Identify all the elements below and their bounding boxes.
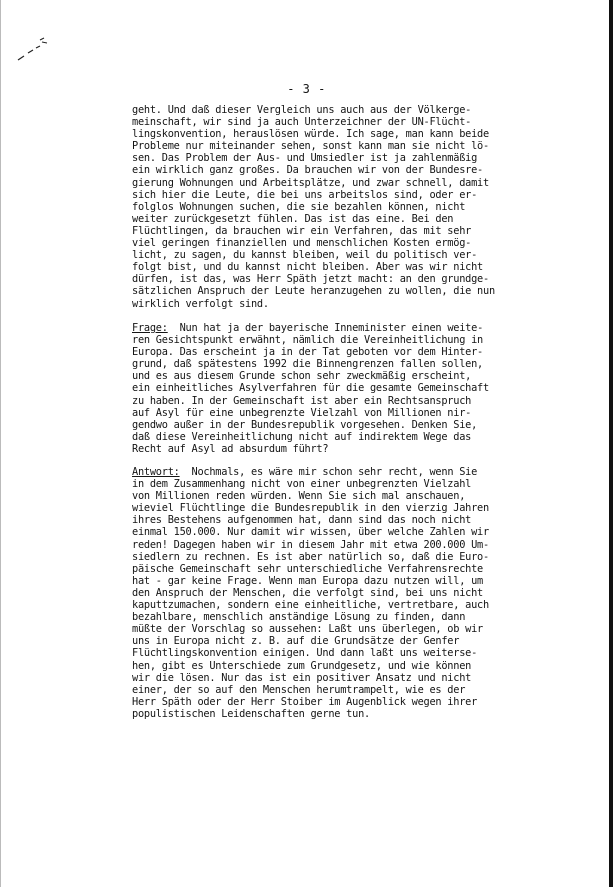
text-line: einmal 150.000. Nur damit wir wissen, über welche Zahlen wir xyxy=(132,526,489,539)
line-text: Nun hat ja der bayerische Inneminister einen weite- xyxy=(167,322,484,334)
text-line: lingskonvention, herauslösen würde. Ich sage, man kann beide xyxy=(132,128,489,141)
text-line: in dem Zusammenhang nicht von einer unbegrenzten Vielzahl xyxy=(132,478,472,491)
text-line: folgt bist, und du kannst nicht bleiben. Aber was wir nicht xyxy=(132,261,484,274)
text-line: populistischen Leidenschaften gerne tun. xyxy=(132,707,370,720)
text-line xyxy=(132,466,572,478)
text-line: ein einheitliches Asylverfahren für die gesamte Gemeinschaft xyxy=(132,382,489,395)
text-line: geht. Und daß dieser Vergleich uns auch aus der Völkerge- xyxy=(132,104,472,116)
text-line: kaputtzumachen, sondern eine einheitliche, vertretbare, auch xyxy=(132,599,489,612)
text-line: wirklich verfolgt sind. xyxy=(132,297,269,310)
speaker-label: Frage: xyxy=(132,322,168,334)
text-line: meinschaft, wir sind ja auch Unterzeichner der UN-Flücht- xyxy=(132,116,472,129)
text-line: sich hier die Leute, die bei uns arbeitslos sind, oder er- xyxy=(132,188,478,201)
text-line: sätzlichen Anspruch der Leute heranzugehen zu wollen, die nun xyxy=(132,285,495,298)
line-text: Nochmals, es wäre mir schon sehr recht, wenn Sie xyxy=(179,466,478,478)
text-line: müßte der Vorschlag so aussehen: Laßt uns überlegen, ob wir xyxy=(132,623,484,636)
text-line: grund, daß spätestens 1992 die Binnengrenzen fallen sollen, xyxy=(132,358,484,371)
text-line: und es aus diesem Grunde schon sehr zweckmäßig erscheint, xyxy=(132,370,472,383)
text-line: zu haben. In der Gemeinschaft ist aber ein Rechtsanspruch xyxy=(132,394,472,407)
text-line: Europa. Das erscheint ja in der Tat geboten vor dem Hinter- xyxy=(132,346,484,359)
text-line: weiter zurückgesetzt fühlen. Das ist das eine. Bei den xyxy=(132,212,454,225)
text-line: Probleme nur miteinander sehen, sonst kann man sie nicht lö- xyxy=(132,140,489,153)
text-line: gendwo außer in der Bundesrepublik vorgesehen. Denken Sie, xyxy=(132,418,478,431)
paragraph-answer xyxy=(132,466,572,720)
pen-mark-icon xyxy=(14,34,50,64)
text-line: einer, der so auf den Menschen herumtrampelt, wie es der xyxy=(132,683,466,696)
page-edge-left xyxy=(0,0,1,887)
text-line: Herr Späth oder der Herr Stoiber im Augenblick wegen ihrer xyxy=(132,695,478,708)
text-line: Recht auf Asyl ad absurdum führt? xyxy=(132,442,329,455)
text-line: licht, zu sagen, du kannst bleiben, weil du politisch ver- xyxy=(132,249,478,262)
text-line: gierung Wohnungen und Arbeitsplätze, und zwar schnell, damit xyxy=(132,176,489,189)
text-line xyxy=(132,322,572,334)
page-number: - 3 - xyxy=(287,82,326,96)
text-line: Flüchtlingen, da brauchen wir ein Verfahren, das mit sehr xyxy=(132,224,472,237)
paragraph-question xyxy=(132,322,572,455)
text-line: viel geringen finanziellen und menschlichen Kosten ermög- xyxy=(132,237,472,250)
text-line: Flüchtlingskonvention einigen. Und dann laßt uns weiterse- xyxy=(132,647,478,660)
text-line: dürfen, ist das, was Herr Späth jetzt macht: an den grundge- xyxy=(132,273,489,286)
text-line: wir die lösen. Nur das ist ein positiver Ansatz und nicht xyxy=(132,671,472,684)
text-line: den Anspruch der Menschen, die verfolgt sind, bei uns nicht xyxy=(132,586,484,599)
text-line: von Millionen reden würden. Wenn Sie sich mal anschauen, xyxy=(132,490,466,503)
text-line: uns in Europa nicht z. B. auf die Grundsätze der Genfer xyxy=(132,635,460,648)
text-line: bezahlbare, menschlich anständige Lösung zu finden, dann xyxy=(132,611,466,624)
page-edge-right xyxy=(609,0,613,887)
text-line: folglos Wohnungen suchen, die sie bezahlen können, nicht xyxy=(132,200,466,213)
speaker-label: Antwort: xyxy=(132,466,180,478)
text-line: ein wirklich ganz großes. Da brauchen wir von der Bundesre- xyxy=(132,164,484,177)
text-line: hat - gar keine Frage. Wenn man Europa dazu nutzen will, um xyxy=(132,574,484,587)
text-line: sen. Das Problem der Aus- und Umsiedler ist ja zahlenmäßig xyxy=(132,152,478,165)
text-line: ihres Bestehens aufgenommen hat, dann sind das noch nicht xyxy=(132,514,472,527)
text-line: siedlern zu rechnen. Es ist aber natürlich so, daß die Euro- xyxy=(132,550,489,563)
text-line: ren Gesichtspunkt erwähnt, nämlich die Vereinheitlichung in xyxy=(132,334,484,347)
text-line: wieviel Flüchtlinge die Bundesrepublik in den vierzig Jahren xyxy=(132,502,489,515)
text-line: reden! Dagegen haben wir in diesem Jahr mit etwa 200.000 Um- xyxy=(132,538,489,551)
text-line: päische Gemeinschaft sehr unterschiedliche Verfahrensrechte xyxy=(132,562,484,575)
paragraph-1 xyxy=(132,104,572,310)
text-line: auf Asyl für eine unbegrenzte Vielzahl von Millionen nir- xyxy=(132,406,472,419)
text-line: hen, gibt es Unterschiede zum Grundgesetz, und wie können xyxy=(132,659,472,672)
text-line: daß diese Vereinheitlichung nicht auf indirektem Wege das xyxy=(132,430,472,443)
